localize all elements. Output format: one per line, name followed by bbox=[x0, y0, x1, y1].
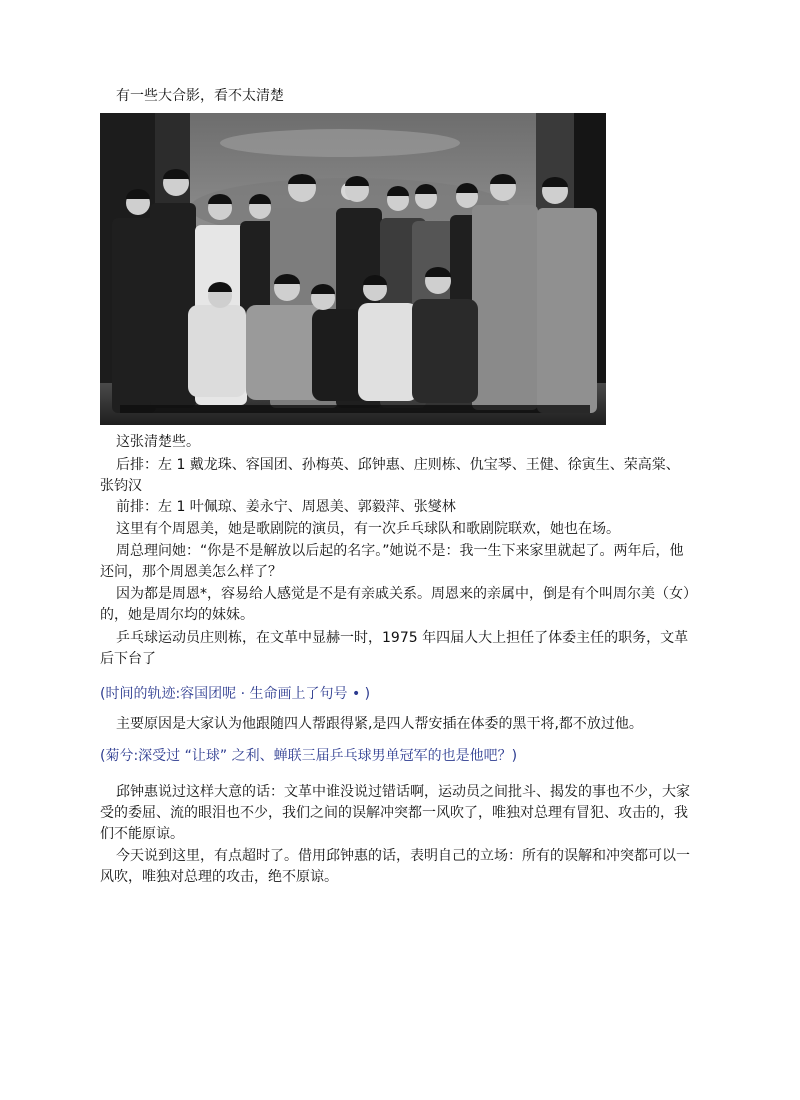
paragraph-relatives: 因为都是周恩*，容易给人感觉是不是有亲戚关系。周恩来的亲属中，倒是有个叫周尔美（女）的，她是周尔均的妹妹。 bbox=[100, 586, 690, 623]
paragraph-conclusion: 今天说到这里，有点超时了。借用邱钟惠的话，表明自己的立场：所有的误解和冲突都可以一风吹，唯独对总理的攻击，绝不原谅。 bbox=[100, 848, 690, 885]
group-photo-illustration bbox=[100, 113, 606, 425]
paragraph-zhuang-zedong: 乒乓球运动员庄则栋，在文革中显赫一时，1975 年四届人大上担任了体委主任的职务，文革后下台了 bbox=[100, 630, 689, 667]
comment-2: (菊兮:深受过 “让球” 之利、蝉联三届乒乓球男单冠军的也是他吧？) bbox=[100, 748, 518, 764]
paragraph-1: 这张清楚些。 bbox=[116, 434, 200, 450]
comment-1: (时间的轨迹:容国团呢 · 生命画上了句号 • ) bbox=[100, 686, 371, 702]
caption-top: 有一些大合影，看不太清楚 bbox=[116, 88, 284, 104]
paragraph-qiu-zhonghui: 邱钟惠说过这样大意的话：文革中谁没说过错话啊，运动员之间批斗、揭发的事也不少，大家受的委屈、流的眼泪也不少，我们之间的误解冲突都一风吹了，唯独对总理有冒犯、攻击的，我们不能原谅。 bbox=[100, 784, 690, 842]
paragraph-back-row: 后排：左 1 戴龙珠、容国团、孙梅英、邱钟惠、庄则栋、仇宝琴、王健、徐寅生、荣高棠、张钧汉 bbox=[100, 457, 680, 494]
paragraph-premier-question: 周总理问她：“你是不是解放以后起的名字。”她说不是：我一生下来家里就起了。两年后，他还问，那个周恩美怎么样了？ bbox=[100, 543, 684, 580]
paragraph-reason: 主要原因是大家认为他跟随四人帮跟得紧,是四人帮安插在体委的黑干将,都不放过他。 bbox=[116, 716, 643, 732]
paragraph-zhou-enmei: 这里有个周恩美，她是歌剧院的演员，有一次乒乓球队和歌剧院联欢，她也在场。 bbox=[116, 521, 620, 537]
group-photo bbox=[100, 113, 606, 425]
paragraph-front-row: 前排：左 1 叶佩琼、姜永宁、周恩美、郭毅萍、张燮林 bbox=[116, 499, 456, 515]
